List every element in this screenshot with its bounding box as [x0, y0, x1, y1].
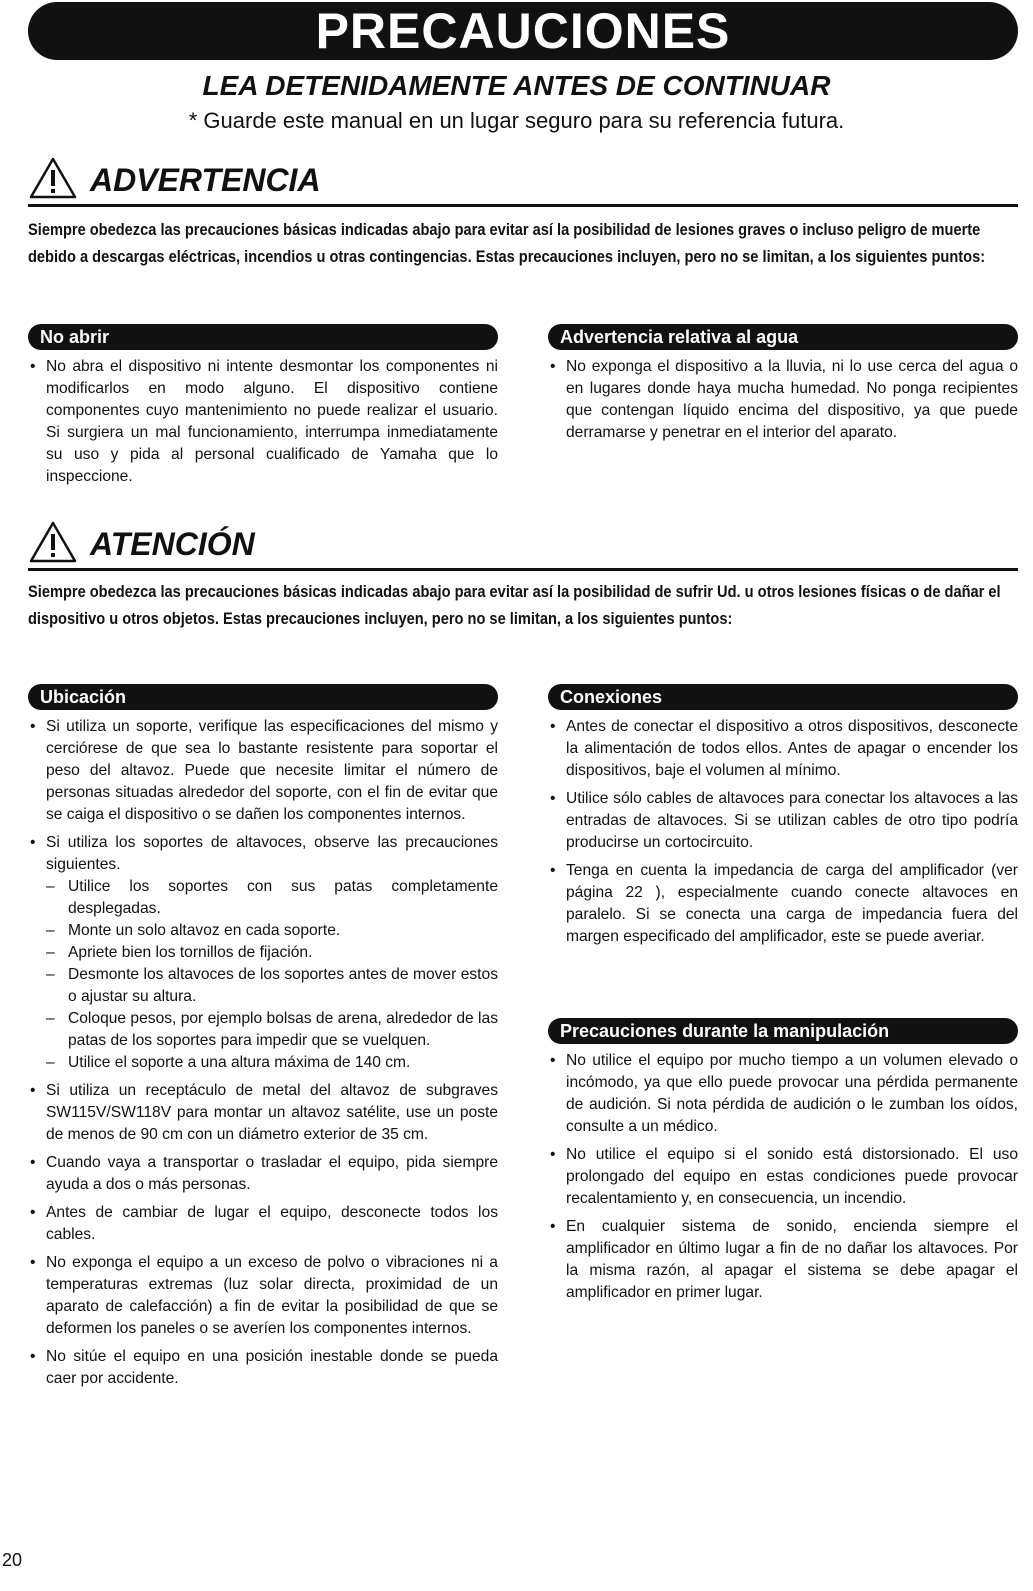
- list-item: • Cuando vaya a transportar o trasladar el equipo, pida siempre ayuda a dos o más personas.: [28, 1152, 498, 1196]
- conexiones-header: Conexiones: [548, 684, 1018, 710]
- list-item: • No exponga el equipo a un exceso de polvo o vibraciones ni a temperaturas extremas (luz solar directa, proximidad de un aparato de calefacción) a fin de evitar la posibilidad de que se deformen los paneles o se averíen los componentes internos.: [28, 1252, 498, 1340]
- advertencia-title: ADVERTENCIA: [90, 162, 321, 198]
- manipulacion-section: [548, 1018, 1018, 1310]
- list-item: • Antes de conectar el dispositivo a otros dispositivos, desconecte la alimentación de todos ellos. Antes de apagar o encender los dispositivos, baje el volumen al mínimo.: [548, 716, 1018, 782]
- list-item: • Si utiliza un soporte, verifique las especificaciones del mismo y cerciórese de que sea lo bastante resistente para soportar el peso del altavoz. Puede que necesite limitar el número de personas situadas alrededor del soporte, con el fin de evitar que se caiga el dispositivo o se dañen los componentes internos.: [28, 716, 498, 826]
- list-item: • No utilice el equipo por mucho tiempo a un volumen elevado o incómodo, ya que ello puede provocar una pérdida permanente de audición. Si nota pérdida de audición o le zumban los oídos, consulte a un médico.: [548, 1050, 1018, 1138]
- page-title: PRECAUCIONES: [315, 3, 731, 59]
- storage-note: * Guarde este manual en un lugar seguro para su referencia futura.: [188, 108, 845, 133]
- sub-list-item: – Coloque pesos, por ejemplo bolsas de arena, alrededor de las patas de los soportes para impedir que se vuelquen.: [46, 1008, 498, 1052]
- sub-list: [46, 876, 498, 1074]
- page-title-bar: [28, 2, 1018, 60]
- sub-list-item: – Apriete bien los tornillos de fijación.: [46, 942, 498, 964]
- agua-header: Advertencia relativa al agua: [548, 324, 1018, 350]
- list-item: [28, 832, 498, 1074]
- conexiones-section: [548, 684, 1018, 954]
- advertencia-header: [28, 156, 1018, 207]
- list-item: • No exponga el dispositivo a la lluvia, ni lo use cerca del agua o en lugares donde haya mucha humedad. No ponga recipientes que contengan líquido encima del dispositivo, ya que puede derramarse y penetrar en el interior del aparato.: [548, 356, 1018, 444]
- list-item: • No utilice el equipo si el sonido está distorsionado. El uso prolongado del equipo en estas condiciones puede provocar recalentamiento y, en consecuencia, un incendio.: [548, 1144, 1018, 1210]
- warning-triangle-icon: [28, 156, 78, 200]
- no-abrir-header: No abrir: [28, 324, 498, 350]
- sub-list-item: – Desmonte los altavoces de los soportes antes de mover estos o ajustar su altura.: [46, 964, 498, 1008]
- atencion-title: ATENCIÓN: [90, 526, 255, 562]
- sub-list-item: – Monte un solo altavoz en cada soporte.: [46, 920, 498, 942]
- ubicacion-section: [28, 684, 498, 1396]
- agua-section: [548, 324, 1018, 450]
- ubicacion-header: Ubicación: [28, 684, 498, 710]
- list-item: • En cualquier sistema de sonido, encienda siempre el amplificador en último lugar a fin de no dañar los altavoces. Por la misma razón, al apagar el sistema se debe apagar el amplificador en primer lugar.: [548, 1216, 1018, 1304]
- list-item: • Tenga en cuenta la impedancia de carga del amplificador (ver página 22 ), especialmente cuando conecte altavoces en paralelo. Si se conecta una carga de impedancia fuera del margen especificado del amplificador, este se puede averiar.: [548, 860, 1018, 948]
- list-item-text: Si utiliza los soportes de altavoces, observe las precauciones siguientes.: [46, 834, 498, 873]
- list-item: • No abra el dispositivo ni intente desmontar los componentes ni modificarlos en modo alguno. El dispositivo contiene componentes cuyo mantenimiento no puede realizar el usuario. Si surgiera un mal funcionamiento, interrumpa inmediatamente su uso y pida al personal cualificado de Yamaha que lo inspeccione.: [28, 356, 498, 488]
- list-item: • Antes de cambiar de lugar el equipo, desconecte todos los cables.: [28, 1202, 498, 1246]
- list-item: • Si utiliza un receptáculo de metal del altavoz de subgraves SW115V/SW118V para montar un altavoz satélite, use un poste de menos de 90 cm con un diámetro exterior de 35 cm.: [28, 1080, 498, 1146]
- sub-list-item: – Utilice los soportes con sus patas completamente desplegadas.: [46, 876, 498, 920]
- page-number: 20: [2, 1550, 23, 1570]
- manipulacion-header: Precauciones durante la manipulación: [548, 1018, 1018, 1044]
- subtitle: LEA DETENIDAMENTE ANTES DE CONTINUAR: [202, 70, 831, 101]
- list-item: • Utilice sólo cables de altavoces para conectar los altavoces a las entradas de altavoces. Si se utilizan cables de otro tipo podría producirse un cortocircuito.: [548, 788, 1018, 854]
- list-item: • No sitúe el equipo en una posición inestable donde se pueda caer por accidente.: [28, 1346, 498, 1390]
- atencion-intro: Siempre obedezca las precauciones básicas indicadas abajo para evitar así la posibilidad de sufrir Ud. u otros lesiones físicas o de dañar el dispositivo u otros objetos. Estas precauciones incluyen, pero no se limitan, a los siguientes puntos:: [28, 582, 1001, 628]
- atencion-header: [28, 520, 1018, 571]
- sub-list-item: – Utilice el soporte a una altura máxima de 140 cm.: [46, 1052, 498, 1074]
- no-abrir-section: [28, 324, 498, 494]
- advertencia-intro: Siempre obedezca las precauciones básicas indicadas abajo para evitar así la posibilidad de lesiones graves o incluso peligro de muerte debido a descargas eléctricas, incendios u otras contingencias. Estas precauciones incluyen, pero no se limitan, a los siguientes puntos:: [28, 220, 986, 266]
- warning-triangle-icon: [28, 520, 78, 564]
